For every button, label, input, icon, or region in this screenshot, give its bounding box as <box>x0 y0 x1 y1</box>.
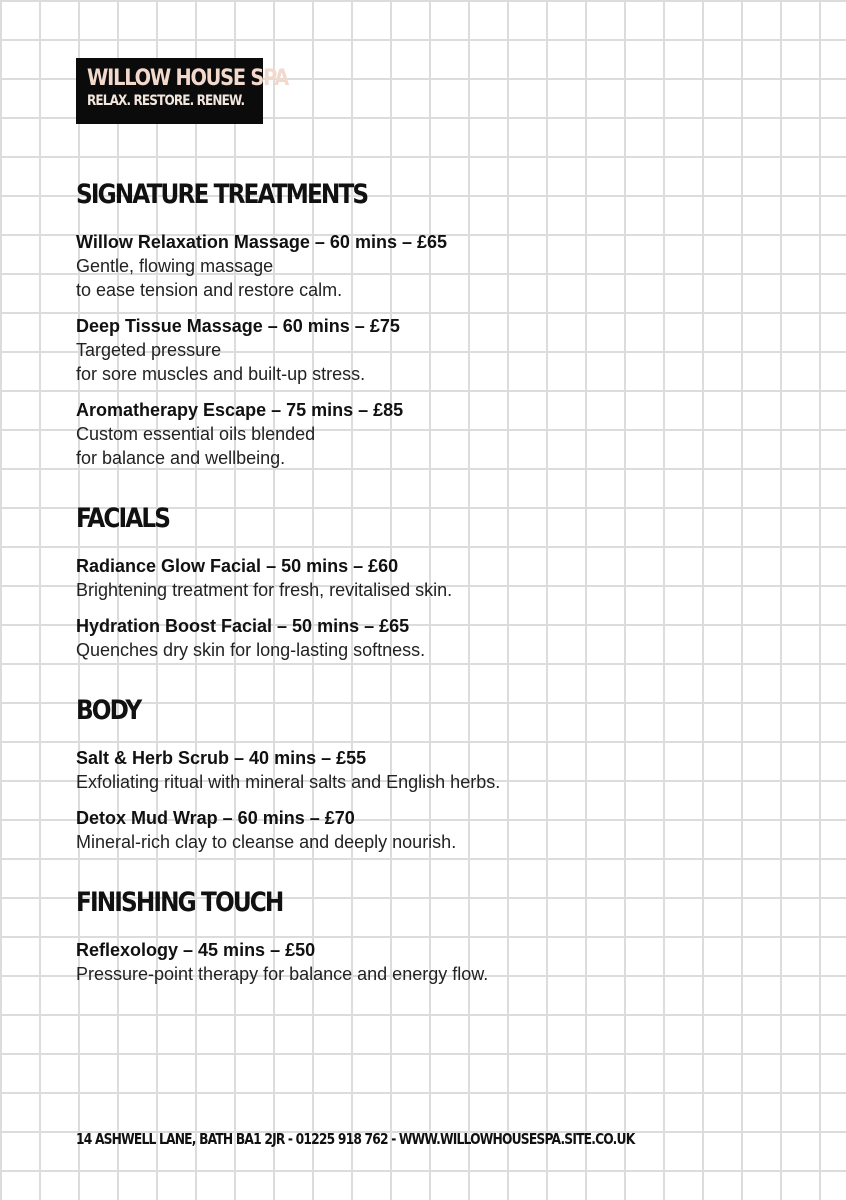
treatment-item <box>76 398 776 470</box>
treatment-description: Mineral-rich clay to cleanse and deeply nourish. <box>76 832 457 852</box>
footer-contact: 14 ASHWELL LANE, BATH BA1 2JR - 01225 918 762 - WWW.WILLOWHOUSESPA.SITE.CO.UK <box>76 1130 635 1148</box>
treatment-item <box>76 230 776 302</box>
section-facials <box>76 502 776 662</box>
treatment-description: Exfoliating ritual with mineral salts and English herbs. <box>76 772 501 792</box>
treatment-item <box>76 938 776 986</box>
treatment-title: Hydration Boost Facial – 50 mins – £65 <box>76 616 410 636</box>
logo-tagline: RELAX. RESTORE. RENEW. <box>87 93 245 109</box>
menu-content <box>76 178 776 1018</box>
section-heading: FINISHING TOUCH <box>76 887 283 918</box>
treatment-description: Pressure-point therapy for balance and energy flow. <box>76 964 489 984</box>
treatment-item <box>76 314 776 386</box>
treatment-description: Brightening treatment for fresh, revitalised skin. <box>76 580 453 600</box>
section-signature-treatments <box>76 178 776 470</box>
treatment-description: Gentle, flowing massage to ease tension and restore calm. <box>76 256 343 300</box>
logo-title: WILLOW HOUSE SPA <box>87 66 289 91</box>
treatment-item <box>76 614 776 662</box>
treatment-item <box>76 554 776 602</box>
treatment-title: Aromatherapy Escape – 75 mins – £85 <box>76 400 404 420</box>
treatment-description: Quenches dry skin for long-lasting softness. <box>76 640 426 660</box>
section-heading: BODY <box>76 695 141 726</box>
treatment-item <box>76 746 776 794</box>
treatment-title: Salt & Herb Scrub – 40 mins – £55 <box>76 748 367 768</box>
treatment-item <box>76 806 776 854</box>
section-heading: FACIALS <box>76 503 170 534</box>
treatment-title: Radiance Glow Facial – 50 mins – £60 <box>76 556 399 576</box>
treatment-title: Deep Tissue Massage – 60 mins – £75 <box>76 316 400 336</box>
section-heading: SIGNATURE TREATMENTS <box>76 179 368 210</box>
treatment-description: Custom essential oils blended for balance and wellbeing. <box>76 424 316 468</box>
treatment-title: Reflexology – 45 mins – £50 <box>76 940 316 960</box>
section-finishing-touch <box>76 886 776 986</box>
treatment-title: Detox Mud Wrap – 60 mins – £70 <box>76 808 355 828</box>
treatment-title: Willow Relaxation Massage – 60 mins – £65 <box>76 232 447 252</box>
section-body <box>76 694 776 854</box>
treatment-description: Targeted pressure for sore muscles and built-up stress. <box>76 340 366 384</box>
spa-logo <box>76 58 289 124</box>
